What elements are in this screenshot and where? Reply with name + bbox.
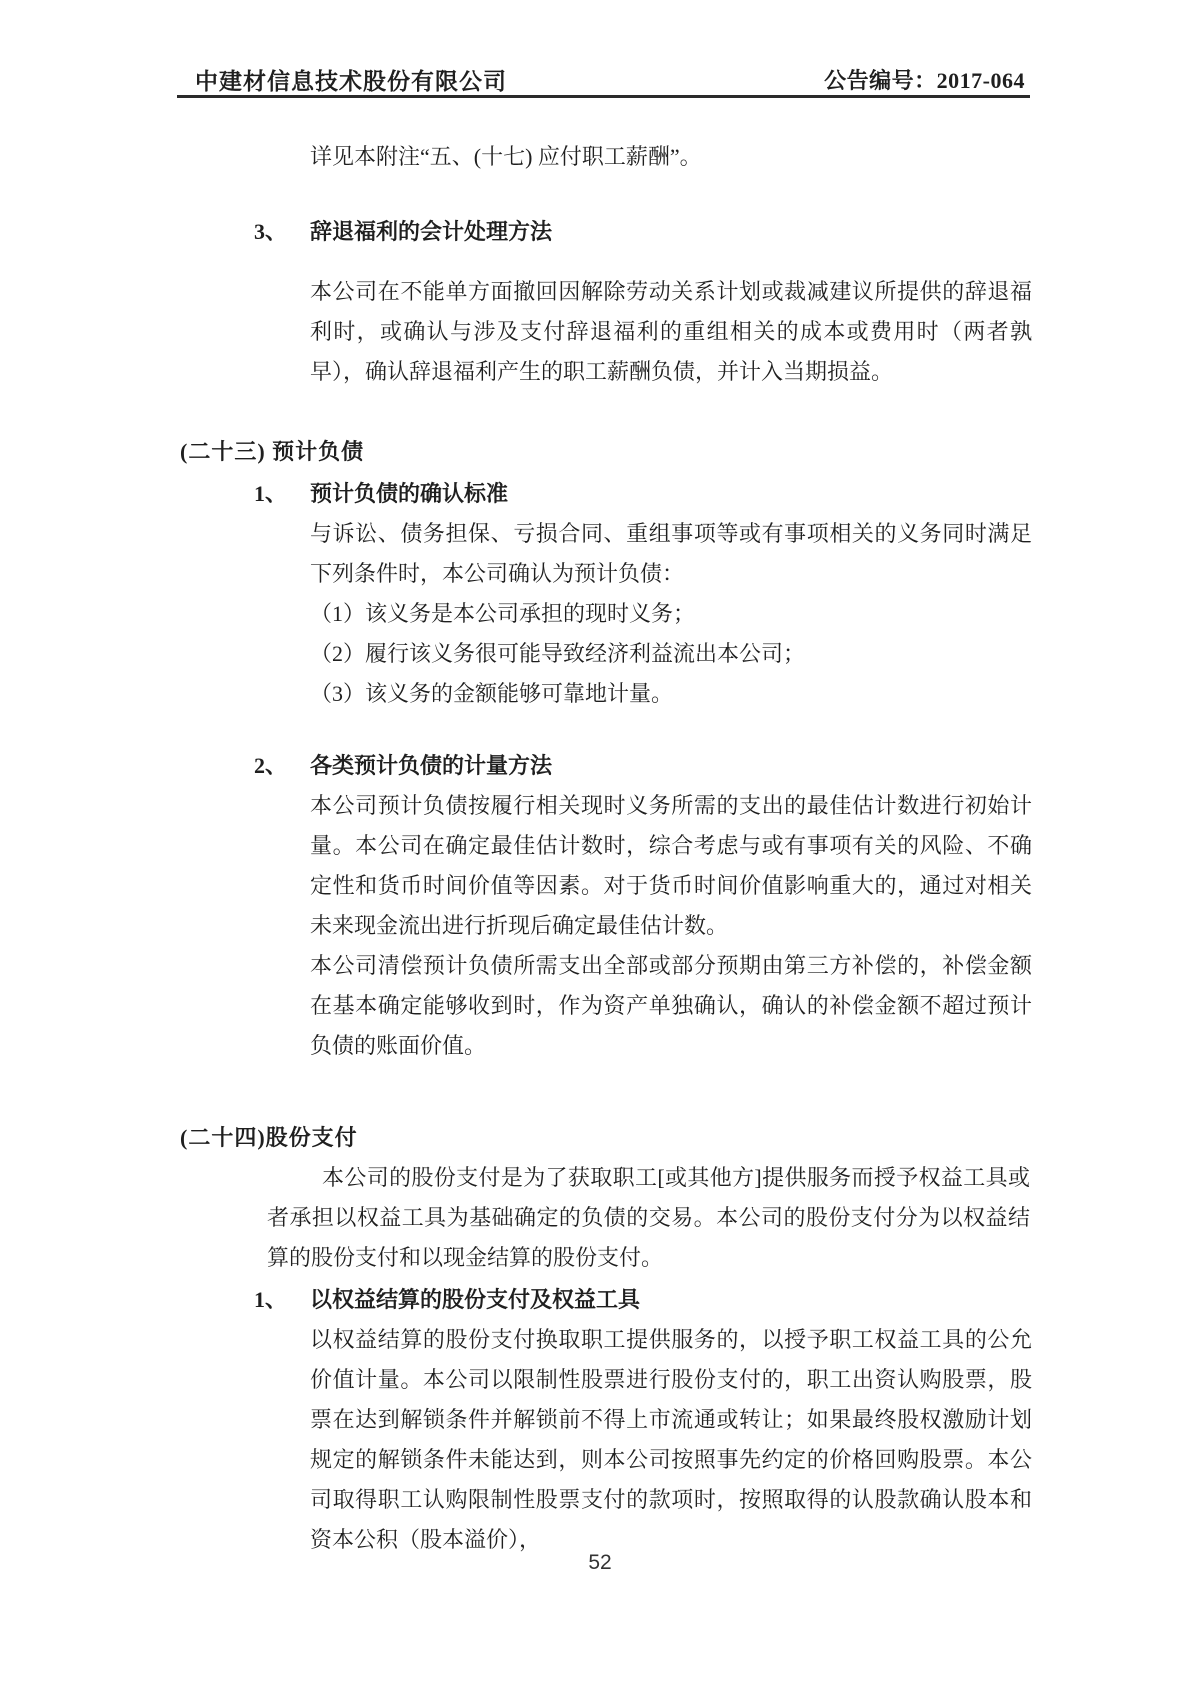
heading-number: 1、 [254,1287,288,1312]
heading-text: 预计负债的确认标准 [310,481,509,506]
heading-number: 3、 [254,219,288,244]
section-24-heading: (二十四)股份支付 [180,1125,358,1150]
paragraph-measurement-2: 本公司清偿预计负债所需支出全部或部分预期由第三方补偿的，补偿金额在基本确定能够收到时，作为资产单独确认，确认的补偿金额不超过预计负债的账面价值。 [310,953,1032,1058]
section-23-heading: (二十三) 预计负债 [180,439,365,464]
header-company-name: 中建材信息技术股份有限公司 [195,69,507,94]
heading-24-1-equity-settled [254,1280,1200,1320]
heading-text: 以权益结算的股份支付及权益工具 [310,1287,641,1312]
heading-23-1-recognition [254,474,1200,514]
paragraph-measurement-1: 本公司预计负债按履行相关现时义务所需的支出的最佳估计数进行初始计量。本公司在确定最佳估计数时，综合考虑与或有事项有关的风险、不确定性和货币时间价值等因素。对于货币时间价值影响重大的，通过对相关未来现金流出进行折现后确定最佳估计数。 [310,793,1032,938]
heading-number: 1、 [254,481,288,506]
header-notice-number: 公告编号：2017-064 [824,68,1025,93]
heading-text: 各类预计负债的计量方法 [310,753,553,778]
paragraph-equity-settled: 以权益结算的股份支付换取职工提供服务的，以授予职工权益工具的公允价值计量。本公司以限制性股票进行股份支付的，职工出资认购股票，股票在达到解锁条件并解锁前不得上市流通或转让；如果最终股权激励计划规定的解锁条件未能达到，则本公司按照事先约定的价格回购股票。本公司取得职工认购限制性股票支付的款项时，按照取得的认股款确认股本和资本公积（股本溢价）， [310,1327,1032,1552]
paragraph-share-payment-intro: 本公司的股份支付是为了获取职工[或其他方]提供服务而授予权益工具或者承担以权益工具为基础确定的负债的交易。本公司的股份支付分为以权益结算的股份支付和以现金结算的股份支付。 [267,1165,1030,1270]
list-item-2: （2）履行该义务很可能导致经济利益流出本公司； [310,641,806,666]
heading-23-2-measurement [254,746,1200,786]
note-reference-line: 详见本附注“五、(十七) 应付职工薪酬”。 [310,144,702,169]
page-number: 52 [588,1551,612,1574]
list-item-1: （1）该义务是本公司承担的现时义务； [310,601,696,626]
heading-3-termination-benefits [254,212,1200,252]
heading-number: 2、 [254,753,288,778]
heading-text: 辞退福利的会计处理方法 [310,219,553,244]
paragraph-recognition-criteria: 与诉讼、债务担保、亏损合同、重组事项等或有事项相关的义务同时满足下列条件时，本公司确认为预计负债： [310,521,1032,586]
list-item-3: （3）该义务的金额能够可靠地计量。 [310,681,674,706]
paragraph-termination-benefits: 本公司在不能单方面撤回因解除劳动关系计划或裁减建议所提供的辞退福利时，或确认与涉及支付辞退福利的重组相关的成本或费用时（两者孰早），确认辞退福利产生的职工薪酬负债，并计入当期损益。 [310,279,1032,384]
